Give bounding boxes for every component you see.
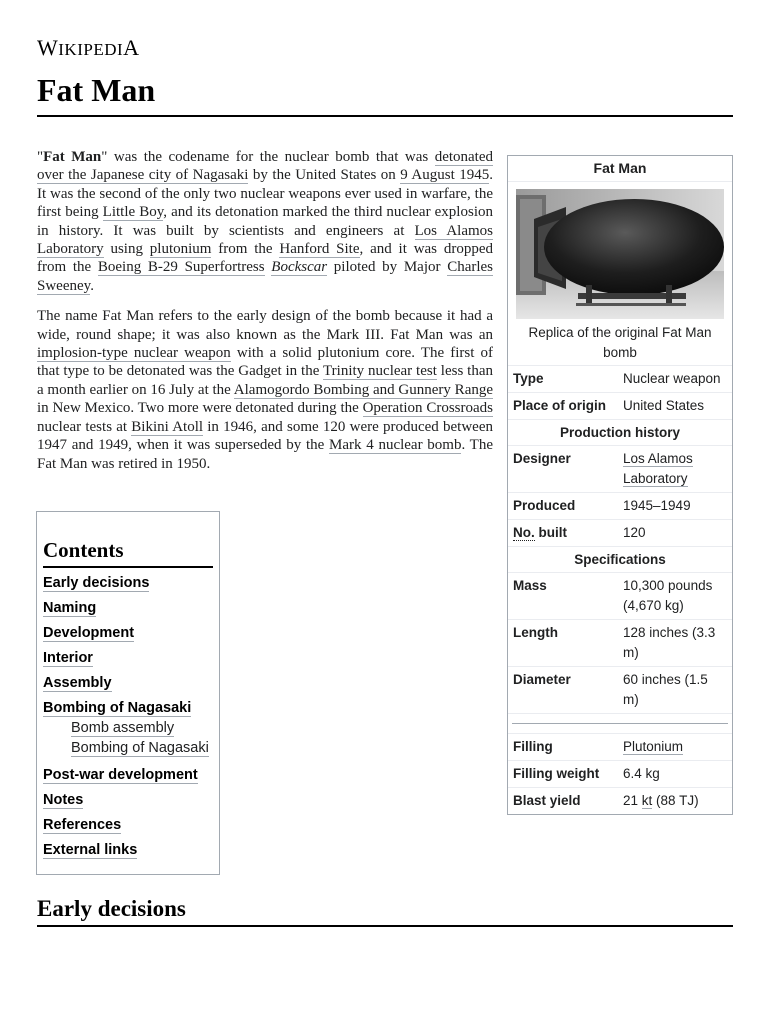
- image-caption: Replica of the original Fat Man bomb: [528, 325, 712, 360]
- toc-item-notes[interactable]: Notes: [43, 792, 84, 808]
- blast-yield-label: Blast yield: [513, 793, 581, 808]
- toc-title: Contents: [43, 538, 213, 568]
- origin-label: Place of origin: [513, 398, 607, 413]
- title-divider: [37, 115, 733, 117]
- designer-link[interactable]: Los Alamos Laboratory: [623, 451, 693, 486]
- toc-subitem-bombing-of-nagasaki[interactable]: Bombing of Nagasaki: [71, 740, 209, 756]
- toc-sublist: [43, 718, 213, 758]
- toc-item-post-war-development[interactable]: Post-war development: [43, 767, 198, 783]
- toc-item-development[interactable]: Development: [43, 625, 135, 641]
- link-bikini-atoll[interactable]: Bikini Atoll: [131, 418, 204, 435]
- toc-item-external-links[interactable]: External links: [43, 842, 138, 858]
- infobox: [507, 155, 733, 815]
- toc-subitem-bomb-assembly[interactable]: Bomb assembly: [71, 720, 175, 736]
- filling-weight-label: Filling weight: [513, 766, 600, 781]
- toc-item-early-decisions[interactable]: Early decisions: [43, 575, 150, 591]
- infobox-row-length: [508, 619, 732, 666]
- link-little-boy[interactable]: Little Boy: [102, 204, 164, 221]
- link-9-august-1945[interactable]: 9 August 1945: [400, 167, 490, 184]
- wikipedia-wordmark[interactable]: [37, 35, 140, 61]
- wordmark-middle: IKIPEDI: [58, 40, 124, 59]
- link-implosion-type[interactable]: implosion-type nuclear weapon: [37, 345, 231, 362]
- kiloton-link[interactable]: kt: [641, 793, 653, 808]
- filling-link[interactable]: Plutonium: [623, 739, 684, 754]
- link-nagasaki-bombing[interactable]: detonated over the Japanese city of Nagasaki: [37, 149, 493, 184]
- bomb-photo-illustration: [516, 189, 724, 319]
- length-value: 128 inches (3.3 m): [623, 625, 716, 660]
- infobox-row-mass: [508, 572, 732, 619]
- infobox-row-filling: [508, 733, 732, 760]
- toc-item-assembly[interactable]: Assembly: [43, 675, 112, 691]
- produced-value: 1945–1949: [623, 498, 691, 513]
- infobox-row-built: [508, 519, 732, 546]
- infobox-row-produced: [508, 492, 732, 519]
- wordmark-final: A: [123, 35, 140, 60]
- wordmark-initial: W: [37, 35, 59, 60]
- type-label: Type: [513, 371, 544, 386]
- fat-man-bomb-image[interactable]: [516, 189, 724, 319]
- table-of-contents: [36, 511, 220, 875]
- production-history-header: Production history: [508, 419, 732, 445]
- number-abbreviation[interactable]: No.: [513, 525, 535, 540]
- type-value: Nuclear weapon: [623, 371, 721, 386]
- link-hanford-site[interactable]: Hanford Site: [279, 241, 360, 258]
- filling-weight-value: 6.4 kg: [623, 766, 660, 781]
- built-label: No. built: [513, 525, 567, 540]
- infobox-row-origin: [508, 392, 732, 419]
- section-heading-early-decisions: Early decisions: [37, 896, 186, 921]
- link-plutonium[interactable]: plutonium: [149, 241, 212, 258]
- specifications-header: Specifications: [508, 546, 732, 572]
- mass-value: 10,300 pounds (4,670 kg): [623, 578, 713, 613]
- section-divider: [37, 925, 733, 927]
- produced-label: Produced: [513, 498, 576, 513]
- link-los-alamos[interactable]: Los Alamos Laboratory: [37, 222, 493, 258]
- infobox-row-diameter: [508, 666, 732, 713]
- lead-paragraph-2: The name Fat Man refers to the early design of the bomb because it had a wide, round shape; it was also known as the Mark III. Fat Man was an implosion-type nuclear weapon with a solid plutonium core. The first of that type to be detonated was the Gadget in the Trinity nuclear test less than a month earlier on 16 July at the Alamogordo Bombing and Gunnery Range in New Mexico. Two more were detonated during the Operation Crossroads nuclear tests at Bikini Atoll in 1946, and some 120 were produced between 1947 and 1949, when it was superseded by the Mark 4 nuclear bomb. The Fat Man was retired in 1950.: [37, 308, 494, 472]
- designer-label: Designer: [513, 451, 571, 466]
- link-trinity-test[interactable]: Trinity nuclear test: [323, 363, 437, 380]
- article-lead: [37, 148, 493, 485]
- infobox-row-type: [508, 365, 732, 392]
- infobox-row-designer: [508, 445, 732, 492]
- toc-item-bombing-of-nagasaki[interactable]: Bombing of Nagasaki Bomb assembly Bombing of Nagasaki: [43, 698, 213, 758]
- origin-value: United States: [623, 398, 705, 413]
- link-mark-4[interactable]: Mark 4 nuclear bomb: [329, 437, 462, 454]
- diameter-value: 60 inches (1.5 m): [623, 672, 708, 707]
- link-operation-crossroads[interactable]: Operation Crossroads: [362, 400, 493, 417]
- article-subject-bold: Fat Man: [43, 149, 102, 165]
- mass-label: Mass: [513, 578, 547, 593]
- link-charles-sweeney[interactable]: Charles Sweeney: [37, 259, 494, 294]
- link-boeing-b29[interactable]: Boeing B-29 Superfortress: [97, 259, 265, 276]
- infobox-row-blast-yield: [508, 787, 732, 814]
- blast-yield-value: 21 kt (88 TJ): [623, 793, 699, 808]
- toc-item-naming[interactable]: Naming: [43, 600, 97, 616]
- link-alamogordo[interactable]: Alamogordo Bombing and Gunnery Range: [233, 381, 494, 398]
- toc-list: [43, 573, 213, 860]
- diameter-label: Diameter: [513, 672, 571, 687]
- length-label: Length: [513, 625, 558, 640]
- toc-item-references[interactable]: References: [43, 817, 122, 833]
- infobox-separator: [508, 713, 732, 733]
- lead-paragraph-1: "Fat Man" was the codename for the nuclear bomb that was detonated over the Japanese city of Nagasaki by the United States on 9 August 1945. It was the second of the only two nuclear weapons ever used in warfare, the first being Little Boy, and its detonation marked the third nuclear explosion in history. It was built by scientists and engineers at Los Alamos Laboratory using plutonium from the Hanford Site, and it was dropped from the Boeing B-29 Superfortress Bockscar piloted by Major Charles Sweeney.: [37, 149, 494, 294]
- infobox-row-filling-weight: [508, 760, 732, 787]
- filling-label: Filling: [513, 739, 553, 754]
- built-value: 120: [623, 525, 646, 540]
- toc-item-interior[interactable]: Interior: [43, 650, 93, 666]
- link-bockscar[interactable]: Bockscar: [271, 259, 328, 276]
- page-title: Fat Man: [37, 72, 156, 108]
- infobox-title: Fat Man: [508, 156, 732, 182]
